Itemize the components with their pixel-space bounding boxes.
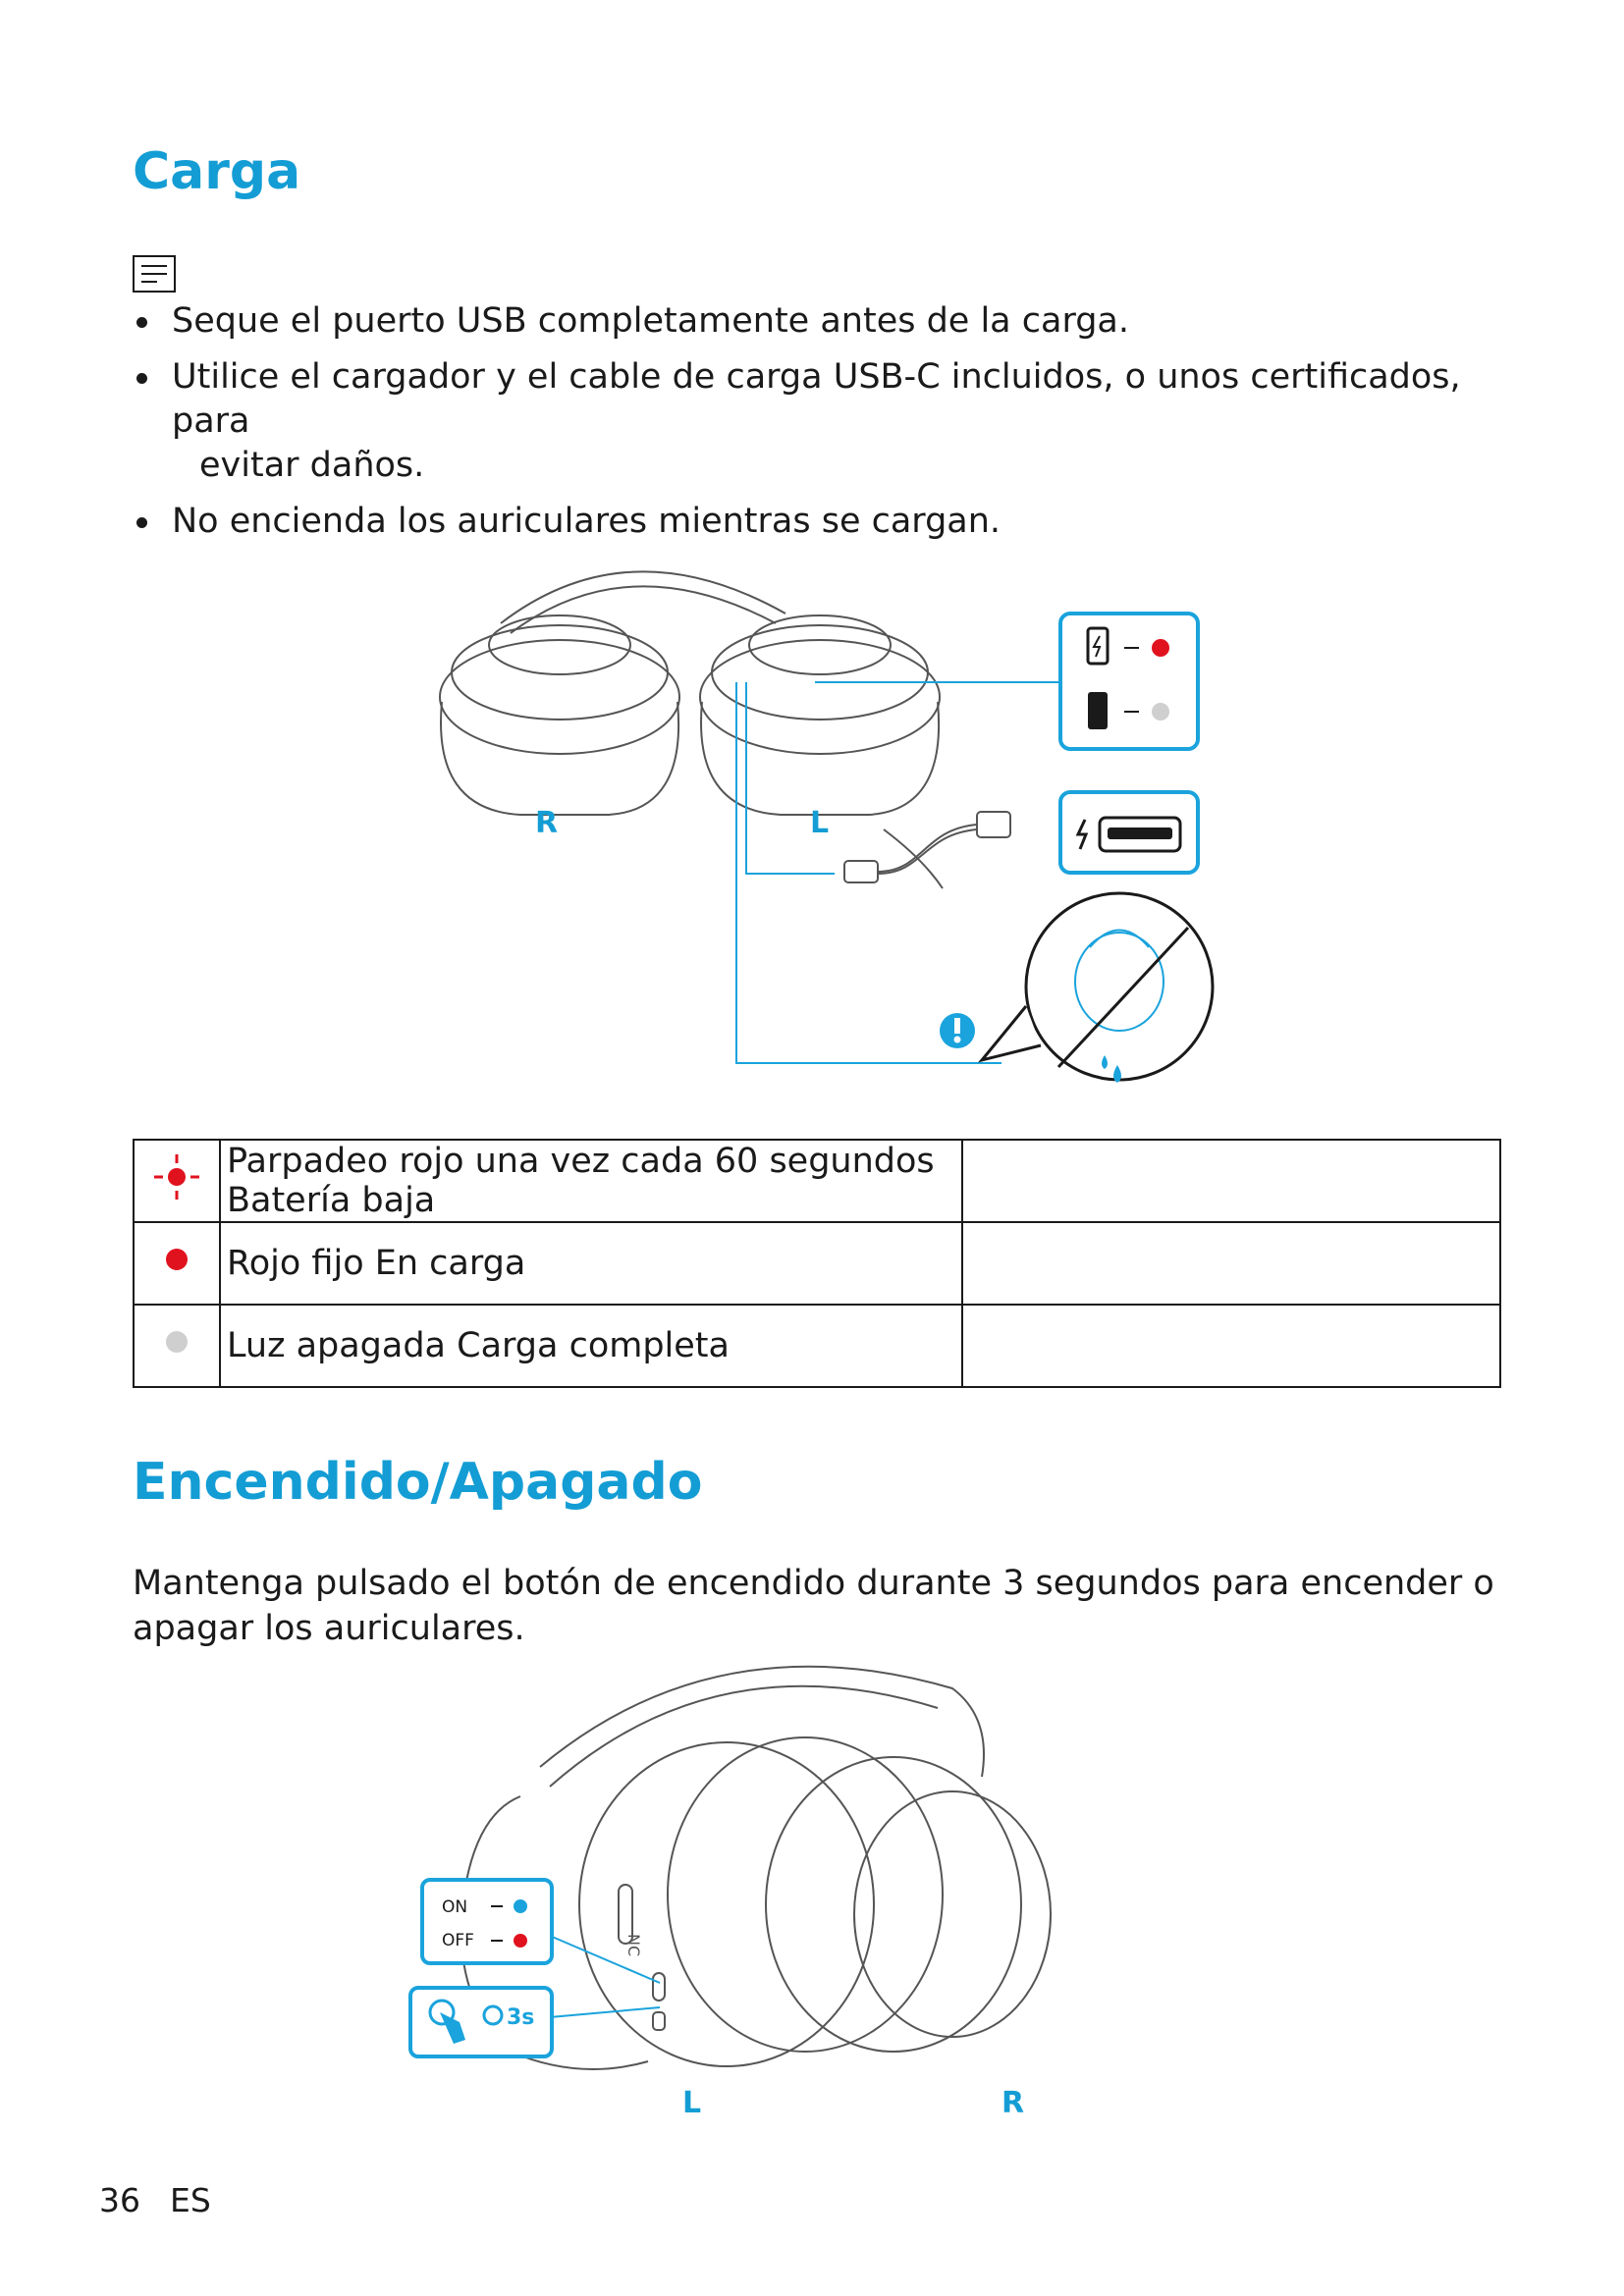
- note-text-continued: evitar daños.: [199, 446, 425, 485]
- note-text: Seque el puerto USB completamente antes de la carga.: [172, 301, 1130, 341]
- hold-duration: 3s: [507, 2005, 535, 2030]
- table-row: [134, 1140, 1500, 1222]
- table-row: [134, 1305, 1500, 1387]
- power-instructions: Mantenga pulsado el botón de encendido durante 3 segundos para encender o apagar los auriculares.: [133, 1564, 1494, 1648]
- led-description: Parpadeo rojo una vez cada 60 segundos Batería baja: [220, 1140, 962, 1222]
- red-dot-icon: [134, 1222, 220, 1305]
- list-item: [133, 299, 1507, 344]
- note-text: No encienda los auriculares mientras se cargan.: [172, 502, 1001, 541]
- nc-label: NC: [624, 1934, 643, 1957]
- note-text: Utilice el cargador y el cable de carga USB-C incluidos, o unos certificados, para: [172, 357, 1461, 441]
- right-ear-label: R: [535, 806, 559, 840]
- page-number: 36: [99, 2181, 140, 2219]
- led-extra: [962, 1140, 1500, 1222]
- charging-notes-list: [133, 299, 1507, 556]
- on-label: ON: [442, 1897, 468, 1917]
- off-label: OFF: [442, 1931, 474, 1950]
- left-ear-label: L: [682, 2086, 702, 2120]
- led-extra: [962, 1222, 1500, 1305]
- grey-dot-icon: [134, 1305, 220, 1387]
- led-status-table: [133, 1139, 1501, 1388]
- led-extra: [962, 1305, 1500, 1387]
- section-title-charging: Carga: [133, 142, 301, 201]
- right-ear-label: R: [1001, 2086, 1025, 2120]
- led-description: Luz apagada Carga completa: [220, 1305, 962, 1387]
- led-description: Rojo fijo En carga: [220, 1222, 962, 1305]
- charging-illustration: [412, 535, 1218, 1104]
- red-blink-icon: [134, 1140, 220, 1222]
- note-icon: [133, 255, 176, 293]
- table-row: [134, 1222, 1500, 1305]
- power-illustration: [403, 1659, 1168, 2130]
- left-ear-label: L: [810, 806, 830, 840]
- section-title-power: Encendido/Apagado: [133, 1453, 703, 1512]
- language-code: ES: [170, 2181, 211, 2219]
- list-item: [133, 355, 1507, 488]
- page-footer: [99, 2181, 241, 2219]
